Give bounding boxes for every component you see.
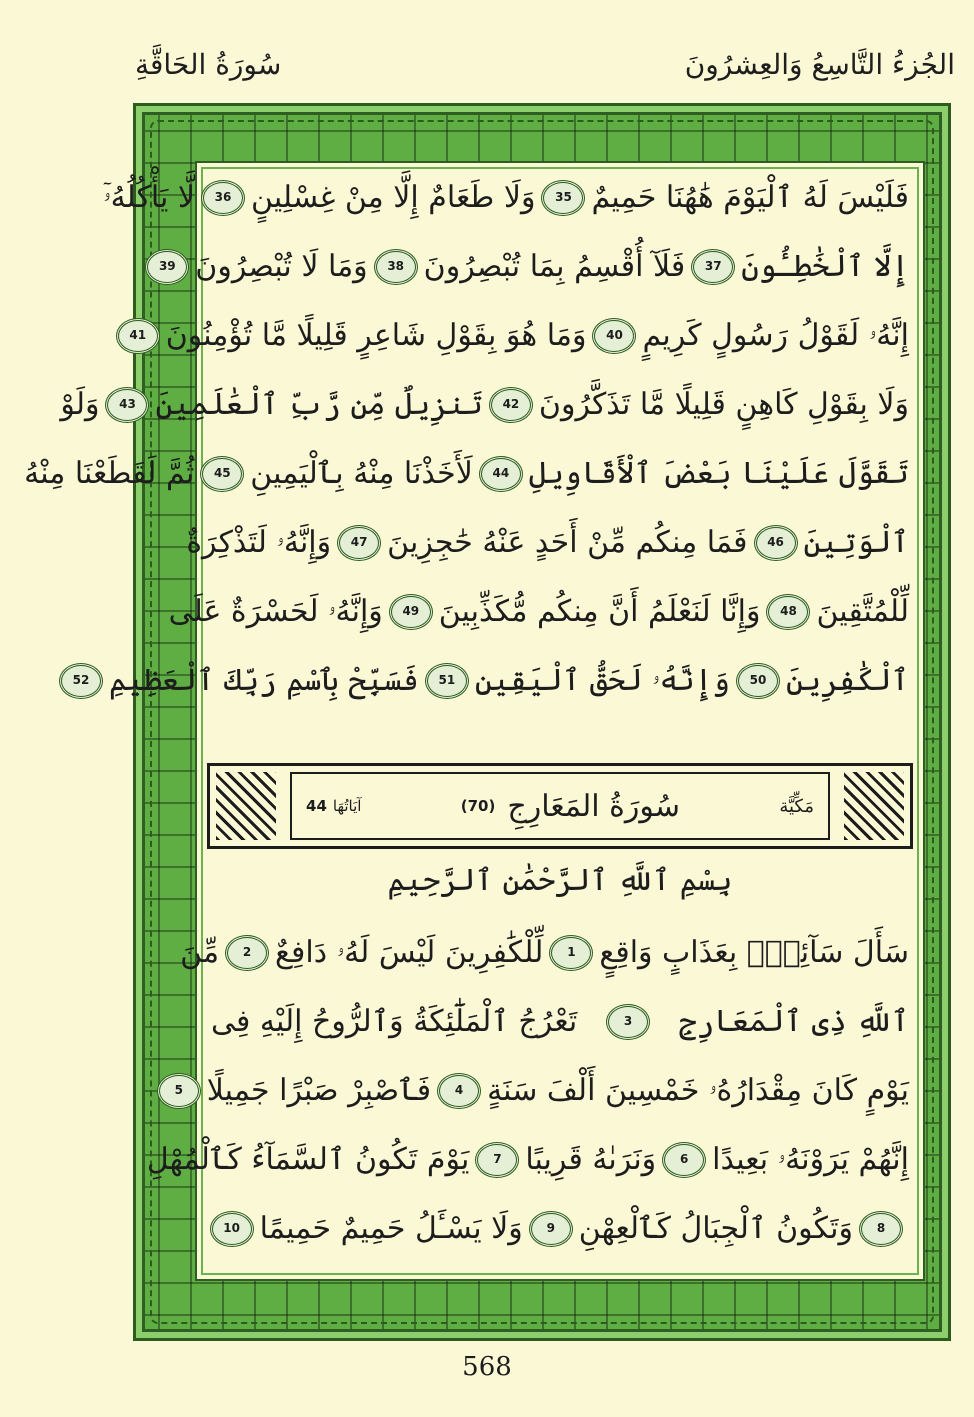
ayah-line xyxy=(158,232,909,301)
ayah-line xyxy=(103,163,909,232)
ayah-line xyxy=(129,301,909,370)
ayah-line xyxy=(211,1194,909,1263)
ayah-text: وَلَوْ xyxy=(60,387,100,422)
ayah-text: فَسَبِّحْ بِٱسْمِ رَبِّكَ ٱلْعَظِيمِ xyxy=(109,663,419,698)
ayah-number-marker: 39 xyxy=(145,249,189,285)
ayah-line xyxy=(174,1056,909,1125)
ayah-text: ٱلْكَٰفِرِينَ xyxy=(785,663,909,698)
ayah-number-marker: 49 xyxy=(389,594,433,630)
page-header xyxy=(135,40,955,100)
ayah-number-marker: 6 xyxy=(662,1142,706,1178)
ayah-number-marker: 1 xyxy=(549,935,593,971)
ayah-text: وَإِنَّا لَنَعْلَمُ أَنَّ مِنكُم مُّكَذِّبِينَ xyxy=(438,594,761,629)
ayah-text: وَلَا بِقَوْلِ كَاهِنٍ قَلِيلًا مَّا تَذَكَّرُونَ xyxy=(538,387,909,422)
ayah-text: لَّا يَأْكُلُهُۥٓ xyxy=(103,180,196,215)
ayah-text: وَلَا طَعَامٌ إِلَّا مِنْ غِسْلِينٍ xyxy=(251,180,536,215)
ayah-number-marker: 50 xyxy=(736,663,780,699)
surah-title-group xyxy=(461,789,680,824)
page-number: 568 xyxy=(462,1352,512,1382)
ayah-line xyxy=(186,508,909,577)
ayah-text: تَعْرُجُ ٱلْمَلَٰٓئِكَةُ وَٱلرُّوحُ إِلَيْهِ فِى xyxy=(211,1004,578,1039)
ayah-text: ثُمَّ لَقَطَعْنَا مِنْهُ xyxy=(24,456,195,491)
surah-number: (70) xyxy=(460,797,496,815)
ayah-line xyxy=(24,439,909,508)
ayah-number-marker: 41 xyxy=(116,318,160,354)
ayah-text: لَأَخَذْنَا مِنْهُ بِٱلْيَمِينِ xyxy=(250,456,473,491)
ayah-number-marker: 37 xyxy=(691,249,735,285)
basmala: بِسْمِ ٱللَّهِ ٱلرَّحْمَٰنِ ٱلرَّحِيمِ xyxy=(387,863,733,898)
ayah-text: لِّلْمُتَّقِينَ xyxy=(816,594,909,629)
ayah-number-marker: 46 xyxy=(754,525,798,561)
ayah-line xyxy=(72,646,909,715)
ayah-text: إِلَّا ٱلْخَٰطِـُٔونَ xyxy=(741,249,909,284)
ayah-text: وَإِنَّهُۥ لَحَسْرَةٌ عَلَى xyxy=(168,594,383,629)
ayah-line xyxy=(168,577,909,646)
ayat-number: 44 xyxy=(306,797,327,815)
ayah-number-marker: 40 xyxy=(592,318,636,354)
juz-title: الجُزءُ التَّاسِعُ وَالعِشرُونَ xyxy=(684,48,955,81)
ayah-text: إِنَّهُمْ يَرَوْنَهُۥ بَعِيدًا xyxy=(712,1142,909,1177)
ayah-text: تَنزِيلٌ مِّن رَّبِّ ٱلْعَٰلَمِينَ xyxy=(155,387,483,422)
ayah-text: لِّلْكَٰفِرِينَ لَيْسَ لَهُۥ دَافِعٌ xyxy=(275,935,544,970)
ayah-number-marker: 52 xyxy=(59,663,103,699)
ayah-number-marker: 9 xyxy=(529,1211,573,1247)
ayah-number-marker: 7 xyxy=(475,1142,519,1178)
ayah-text: مِّنَ xyxy=(180,935,220,970)
ayah-text: فَٱصْبِرْ صَبْرًا جَمِيلًا xyxy=(206,1073,432,1108)
ayah-text: وَمَا لَا تُبْصِرُونَ xyxy=(195,249,368,284)
ayah-number-marker: 2 xyxy=(225,935,269,971)
surah-running-title: سُورَةُ الحَاقَّةِ xyxy=(135,48,282,81)
ayah-block-top xyxy=(24,163,909,715)
ayah-text: ٱلْوَتِينَ xyxy=(803,525,909,560)
ayah-text: فَلَيْسَ لَهُ ٱلْيَوْمَ هَٰهُنَا حَمِيمٌ xyxy=(591,180,909,215)
ayah-text: وَلَا يَسْـَٔلُ حَمِيمٌ حَمِيمًا xyxy=(259,1211,523,1246)
ayah-number-marker: 51 xyxy=(425,663,469,699)
ayah-number-marker: 38 xyxy=(374,249,418,285)
ayah-line xyxy=(180,918,909,987)
ayah-text: تَقَوَّلَ عَلَيْنَا بَعْضَ ٱلْأَقَاوِيلِ xyxy=(528,456,909,491)
ayah-number-marker: 43 xyxy=(105,387,149,423)
surah-revelation-type: مَكِّيَّة xyxy=(779,795,814,817)
ayah-text: سَأَلَ سَآئِلٌۢ بِعَذَابٍ وَاقِعٍ xyxy=(599,935,909,970)
ayah-number-marker: 3 xyxy=(606,1004,650,1040)
ayah-block-bottom xyxy=(146,918,909,1263)
ayah-text: فَلَآ أُقْسِمُ بِمَا تُبْصِرُونَ xyxy=(423,249,686,284)
ayah-line xyxy=(211,987,909,1056)
ayah-text: يَوْمَ تَكُونُ ٱلسَّمَآءُ كَٱلْمُهْلِ xyxy=(146,1142,470,1177)
ayah-text: وَنَرَىٰهُ قَرِيبًا xyxy=(525,1142,657,1177)
ayah-line xyxy=(146,1125,909,1194)
ayah-text: إِنَّهُۥ لَقَوْلُ رَسُولٍ كَرِيمٍ xyxy=(642,318,909,353)
ayah-text: وَتَكُونُ ٱلْجِبَالُ كَٱلْعِهْنِ xyxy=(578,1211,853,1246)
surah-ayat-count xyxy=(306,797,361,815)
ayah-number-marker: 48 xyxy=(766,594,810,630)
ayah-number-marker: 44 xyxy=(479,456,523,492)
ayah-number-marker: 5 xyxy=(157,1073,201,1109)
ayah-number-marker: 42 xyxy=(489,387,533,423)
ayah-number-marker: 4 xyxy=(437,1073,481,1109)
ayah-text: وَمَا هُوَ بِقَوْلِ شَاعِرٍ قَلِيلًا مَّا تُؤْمِنُونَ xyxy=(165,318,587,353)
surah-banner-inner xyxy=(290,772,830,840)
ayah-number-marker: 8 xyxy=(859,1211,903,1247)
ayah-text: يَوْمٍ كَانَ مِقْدَارُهُۥ خَمْسِينَ أَلْفَ سَنَةٍ xyxy=(487,1073,909,1108)
ayah-text: وَإِنَّهُۥ لَتَذْكِرَةٌ xyxy=(186,525,332,560)
surah-banner xyxy=(207,763,913,849)
ayah-number-marker: 47 xyxy=(337,525,381,561)
ayah-line xyxy=(60,370,909,439)
ayah-number-marker: 45 xyxy=(200,456,244,492)
ayah-text: فَمَا مِنكُم مِّنْ أَحَدٍ عَنْهُ حَٰجِزِينَ xyxy=(387,525,748,560)
ayah-number-marker: 36 xyxy=(201,180,245,216)
ayat-label: آيَاتُهَا xyxy=(332,797,362,815)
ayah-number-marker: 10 xyxy=(210,1211,254,1247)
ayah-number-marker: 35 xyxy=(541,180,585,216)
ayah-text: وَإِنَّهُۥ لَحَقُّ ٱلْيَقِينِ xyxy=(474,663,730,698)
text-panel xyxy=(24,161,925,1281)
surah-name: سُورَةُ المَعَارِجِ xyxy=(507,788,681,824)
ayah-text: ٱللَّهِ ذِى ٱلْمَعَارِجِ xyxy=(678,1004,909,1039)
